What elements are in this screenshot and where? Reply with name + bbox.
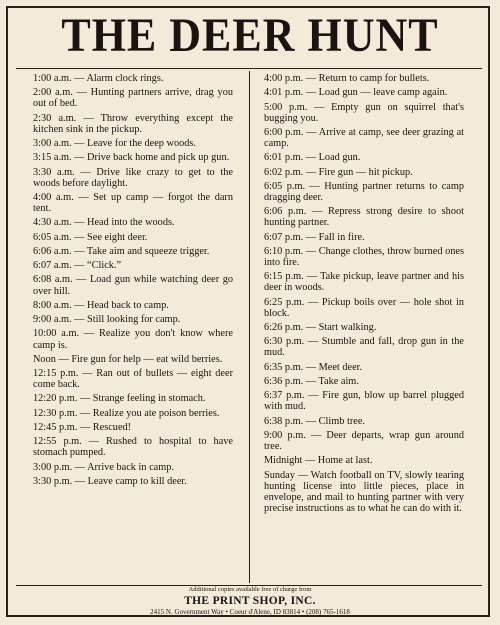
column-divider — [249, 71, 250, 583]
timeline-entry: Noon — Fire gun for help — eat wild berries. — [33, 353, 223, 365]
timeline-entry: 2:30 a.m. — Throw everything except the kitchen sink in the pickup. — [33, 112, 233, 135]
timeline-entry: 6:38 p.m. — Climb tree. — [264, 415, 365, 427]
timeline-entry: 4:00 p.m. — Return to camp for bullets. — [264, 73, 430, 84]
timeline-entry: 12:45 p.m. — Rescued! — [33, 422, 132, 433]
timeline-entry: Sunday — Watch football on TV, slowly tearing hunting license into little pieces, place in envelope, and mail to hunting partner with very precise instructions as to what he can do with it. — [264, 469, 464, 514]
right-column — [264, 73, 464, 517]
timeline-entry: 6:05 a.m. — See eight deer. — [33, 231, 148, 243]
timeline-entry: 1:00 a.m. — Alarm clock rings. — [33, 73, 164, 84]
timeline-entry: 8:00 a.m. — Head back to camp. — [33, 299, 169, 311]
timeline-entry: 6:35 p.m. — Meet deer. — [264, 361, 363, 373]
timeline-entry: 6:37 p.m. — Fire gun, blow up barrel plugged with mud. — [264, 390, 464, 413]
timeline-entry: 6:06 a.m. — Take aim and squeeze trigger. — [33, 245, 210, 257]
timeline-entry: 10:00 a.m. — Realize you don't know where camp is. — [33, 328, 233, 351]
timeline-entry: 6:02 p.m. — Fire gun — hit pickup. — [264, 166, 413, 178]
timeline-entry: 6:08 a.m. — Load gun while watching deer go over hill. — [33, 274, 233, 297]
timeline-entry: 9:00 a.m. — Still looking for camp. — [33, 314, 181, 326]
footer-address: 2415 N. Government Way • Coeur d'Alene, ID 83814 • (208) 765-1618 — [150, 608, 350, 616]
timeline-entry: 6:26 p.m. — Start walking. — [264, 322, 377, 334]
timeline-entry: 3:00 p.m. — Arrive back in camp. — [33, 461, 174, 473]
timeline-entry: 12:20 p.m. — Strange feeling in stomach. — [33, 393, 206, 405]
timeline-entry: 2:00 a.m. — Hunting partners arrive, drag you out of bed. — [33, 87, 233, 110]
timeline-entry: 6:10 p.m. — Change clothes, throw burned ones into fire. — [264, 245, 464, 268]
timeline-entry: 6:07 p.m. — Fall in fire. — [264, 231, 365, 243]
timeline-entry: 5:00 p.m. — Empty gun on squirrel that's bugging you. — [264, 101, 464, 124]
timeline-entry: 4:30 a.m. — Head into the woods. — [33, 217, 175, 229]
timeline-entry: 6:15 p.m. — Take pickup, leave partner and his deer in woods. — [264, 271, 464, 294]
timeline-entry: 6:30 p.m. — Stumble and fall, drop gun in the mud. — [264, 336, 464, 359]
timeline-entry: 12:30 p.m. — Realize you ate poison berries. — [33, 407, 220, 419]
timeline-entry: Midnight — Home at last. — [264, 455, 373, 467]
left-column — [33, 73, 233, 490]
timeline-entry: 3:30 a.m. — Drive like crazy to get to the woods before daylight. — [33, 166, 233, 189]
timeline-entry: 3:00 a.m. — Leave for the deep woods. — [33, 138, 196, 150]
timeline-entry: 12:15 p.m. — Ran out of bullets — eight deer come back. — [33, 368, 233, 391]
footer-shop-name: THE PRINT SHOP, INC. — [184, 595, 316, 607]
timeline-entry: 6:05 p.m. — Hunting partner returns to camp dragging deer. — [264, 180, 464, 203]
page-title: THE DEER HUNT — [61, 8, 439, 62]
timeline-entry: 6:07 a.m. — “Click.” — [33, 260, 122, 272]
timeline-entry: 6:00 p.m. — Arrive at camp, see deer grazing at camp. — [264, 126, 464, 150]
title-rule — [16, 68, 482, 69]
timeline-entry: 6:06 p.m. — Repress strong desire to shoot hunting partner. — [264, 206, 464, 229]
timeline-entry: 6:25 p.m. — Pickup boils over — hole shot in block. — [264, 296, 464, 319]
footer-note: Additional copies available free of charge from — [188, 586, 312, 593]
timeline-entry: 9:00 p.m. — Deer departs, wrap gun around tree. — [264, 429, 464, 452]
timeline-entry: 12:55 p.m. — Rushed to hospital to have stomach pumped. — [33, 436, 233, 459]
timeline-entry: 6:36 p.m. — Take aim. — [264, 375, 359, 387]
timeline-entry: 3:30 p.m. — Leave camp to kill deer. — [33, 475, 187, 487]
timeline-entry: 4:01 p.m. — Load gun — leave camp again. — [264, 87, 448, 99]
timeline-entry: 4:00 a.m. — Set up camp — forgot the darn tent. — [33, 191, 233, 215]
timeline-entry: 3:15 a.m. — Drive back home and pick up gun. — [33, 152, 230, 164]
timeline-entry: 6:01 p.m. — Load gun. — [264, 152, 361, 164]
